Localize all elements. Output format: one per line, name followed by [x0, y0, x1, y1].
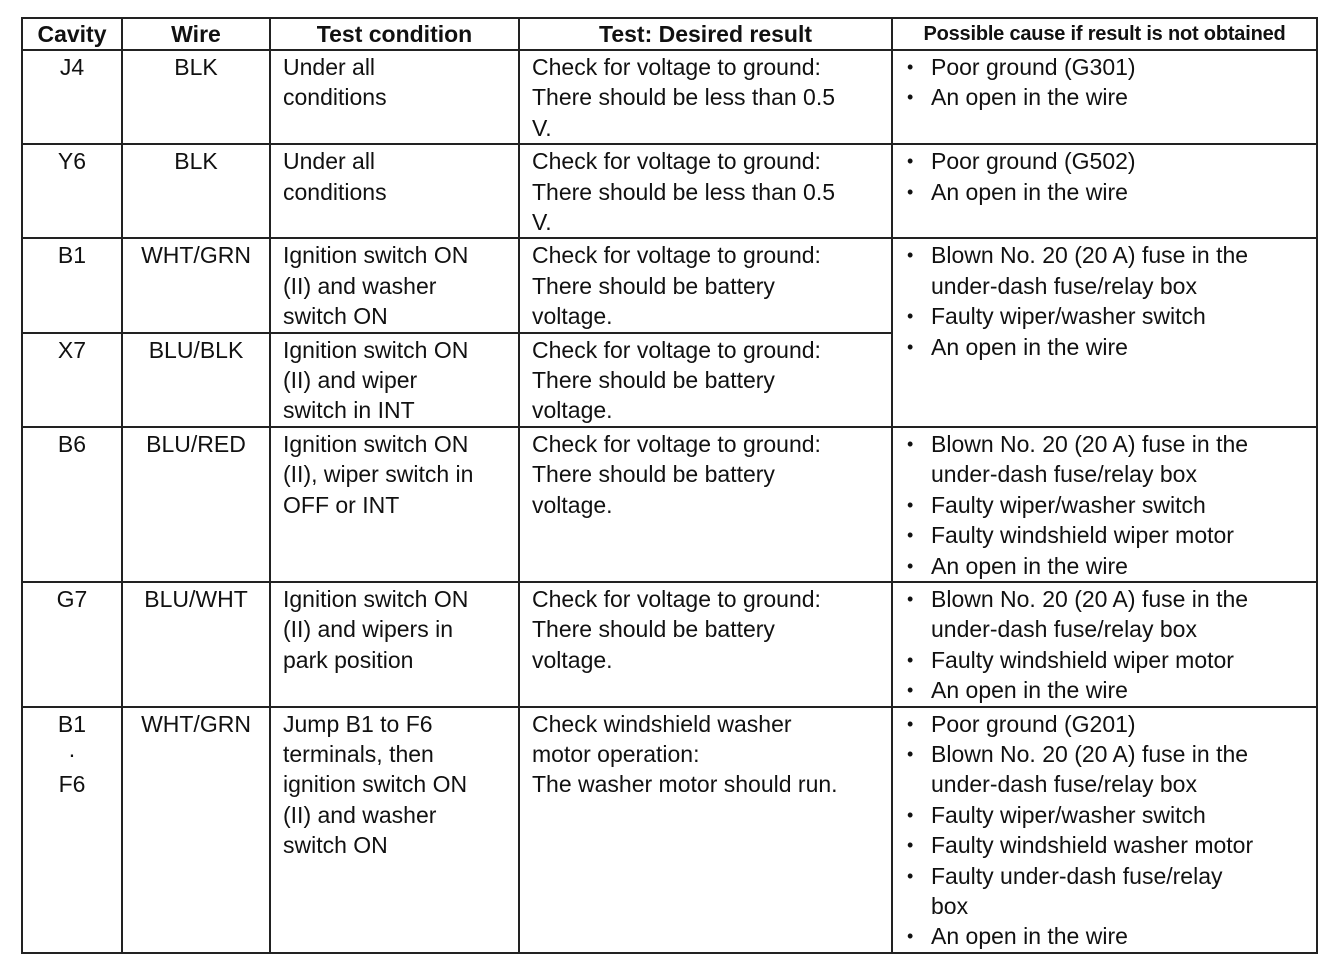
cause-item: [907, 490, 1312, 520]
cause-line: An open in the wire: [931, 552, 1128, 579]
condition-line: (II), wiper switch in: [283, 461, 474, 488]
header-test-condition: Test condition: [270, 18, 519, 50]
result-line: The washer motor should run.: [532, 771, 838, 798]
table-row: [22, 707, 1317, 953]
result-line: Check for voltage to ground:: [532, 54, 821, 80]
cause-line: Blown No. 20 (20 A) fuse in the: [931, 430, 1249, 457]
result-line: voltage.: [532, 491, 613, 518]
condition-line: (II) and wipers in: [283, 616, 454, 643]
test-table: [21, 17, 1318, 954]
cause-item: [907, 551, 1312, 581]
cause-line: Faulty windshield washer motor: [931, 832, 1254, 859]
condition-line: OFF or INT: [283, 491, 400, 518]
cause-line: under-dash fuse/relay box: [931, 272, 1197, 299]
result-line: There should be less than 0.5: [532, 178, 836, 205]
result-cell: [519, 707, 892, 953]
cavity-cell: [22, 707, 122, 953]
result-cell: [519, 427, 892, 582]
bullet-icon: •: [907, 181, 914, 202]
table-row: [22, 238, 1317, 332]
cavity-cell: [22, 333, 122, 427]
cause-cell: [892, 50, 1317, 144]
bullet-icon: •: [907, 494, 914, 515]
cause-list: [893, 709, 1316, 952]
cause-item: [907, 177, 1312, 207]
bullet-icon: •: [907, 555, 914, 576]
cause-line: box: [931, 892, 969, 919]
bullet-icon: •: [907, 151, 914, 172]
condition-cell: [270, 238, 519, 332]
condition-cell: [270, 427, 519, 582]
cause-cell: [892, 427, 1317, 582]
condition-line: Ignition switch ON: [283, 585, 469, 612]
cavity-value: X7: [57, 336, 87, 363]
condition-line: Jump B1 to F6: [283, 710, 433, 737]
cause-item: [907, 800, 1312, 830]
cause-cell: [892, 238, 1317, 426]
table-row: [22, 50, 1317, 144]
cause-item: [907, 240, 1312, 301]
wire-cell: [122, 707, 270, 953]
result-line: Check windshield washer: [532, 710, 792, 737]
result-line: Check for voltage to ground:: [532, 148, 821, 175]
bullet-icon: •: [907, 57, 914, 77]
cause-line: Blown No. 20 (20 A) fuse in the: [931, 585, 1249, 612]
wire-value: BLK: [174, 148, 218, 175]
cavity-value: G7: [56, 585, 88, 612]
condition-line: park position: [283, 646, 414, 673]
cavity-cell: [22, 144, 122, 238]
wire-cell: [122, 582, 270, 707]
cavity-cell: [22, 50, 122, 144]
cause-item: [907, 921, 1312, 951]
wire-value: WHT/GRN: [141, 710, 251, 737]
result-line: There should be battery: [532, 272, 775, 299]
wire-value: WHT/GRN: [141, 242, 251, 269]
result-line: There should be battery: [532, 461, 775, 488]
bullet-icon: •: [907, 306, 914, 327]
result-line: Check for voltage to ground:: [532, 430, 821, 457]
cause-item: [907, 739, 1312, 800]
cause-list: [893, 584, 1316, 706]
wire-value: BLU/WHT: [144, 585, 248, 612]
condition-line: (II) and washer: [283, 801, 437, 828]
condition-cell: [270, 582, 519, 707]
table-row: [22, 582, 1317, 707]
bullet-icon: •: [907, 649, 914, 670]
bullet-icon: •: [907, 713, 914, 734]
bullet-icon: •: [907, 588, 914, 609]
wire-cell: [122, 144, 270, 238]
cause-list: [893, 146, 1316, 207]
wire-value: BLU/BLK: [148, 336, 244, 363]
cause-item: [907, 332, 1312, 362]
header-possible-cause: Possible cause if result is not obtained: [892, 18, 1317, 50]
condition-line: switch ON: [283, 832, 388, 859]
cause-line: under-dash fuse/relay box: [931, 616, 1197, 643]
cause-line: Faulty windshield wiper motor: [931, 646, 1234, 673]
condition-cell: [270, 707, 519, 953]
condition-line: switch in INT: [283, 397, 415, 424]
cause-line: Faulty wiper/washer switch: [931, 801, 1206, 828]
cause-line: Blown No. 20 (20 A) fuse in the: [931, 242, 1249, 269]
cause-list: [893, 429, 1316, 581]
cause-cell: [892, 144, 1317, 238]
cause-line: under-dash fuse/relay box: [931, 771, 1197, 798]
condition-cell: [270, 50, 519, 144]
bullet-icon: •: [907, 926, 914, 947]
cause-item: [907, 675, 1312, 705]
cavity-value: F6: [58, 771, 86, 798]
cause-item: [907, 709, 1312, 739]
condition-line: ignition switch ON: [283, 771, 468, 798]
bullet-icon: •: [907, 245, 914, 266]
bullet-icon: •: [907, 743, 914, 764]
result-line: V.: [532, 209, 552, 236]
table-row: [22, 144, 1317, 238]
cavity-value: B6: [57, 430, 87, 457]
result-cell: [519, 333, 892, 427]
result-cell: [519, 50, 892, 144]
condition-line: Ignition switch ON: [283, 430, 469, 457]
cause-item: [907, 830, 1312, 860]
condition-line: Ignition switch ON: [283, 242, 469, 269]
cause-item: [907, 645, 1312, 675]
condition-cell: [270, 144, 519, 238]
cause-item: [907, 520, 1312, 550]
cavity-cell: [22, 238, 122, 332]
cavity-value: B1: [57, 710, 87, 737]
bullet-icon: •: [907, 680, 914, 701]
wire-cell: [122, 238, 270, 332]
result-line: V.: [532, 114, 552, 141]
bullet-icon: •: [907, 804, 914, 825]
result-line: There should be battery: [532, 367, 775, 394]
result-line: There should be battery: [532, 616, 775, 643]
bullet-icon: •: [907, 835, 914, 856]
cause-line: An open in the wire: [931, 923, 1128, 950]
cause-item: [907, 52, 1312, 82]
cause-line: An open in the wire: [931, 178, 1128, 205]
cavity-separator: ·: [68, 740, 76, 767]
cavity-cell: [22, 427, 122, 582]
cause-cell: [892, 582, 1317, 707]
wire-cell: [122, 50, 270, 144]
bullet-icon: •: [907, 336, 914, 357]
cause-line: Faulty windshield wiper motor: [931, 522, 1234, 549]
result-cell: [519, 582, 892, 707]
result-line: voltage.: [532, 303, 613, 330]
cause-cell: [892, 707, 1317, 953]
cavity-value: Y6: [57, 148, 87, 175]
header-wire: Wire: [122, 18, 270, 50]
cause-line: Faulty under-dash fuse/relay: [931, 862, 1223, 889]
result-cell: [519, 144, 892, 238]
cause-line: Faulty wiper/washer switch: [931, 491, 1206, 518]
cause-line: Blown No. 20 (20 A) fuse in the: [931, 740, 1249, 767]
header-row: [22, 18, 1317, 50]
cause-line: An open in the wire: [931, 333, 1128, 360]
cause-item: [907, 146, 1312, 176]
cause-item: [907, 82, 1312, 112]
cause-line: under-dash fuse/relay box: [931, 461, 1197, 488]
cause-list: [893, 52, 1316, 113]
result-cell: [519, 238, 892, 332]
cause-line: Poor ground (G301): [931, 54, 1136, 80]
cause-item: [907, 584, 1312, 645]
bullet-icon: •: [907, 87, 914, 108]
condition-line: (II) and washer: [283, 272, 437, 299]
result-line: motor operation:: [532, 740, 700, 767]
result-line: Check for voltage to ground:: [532, 242, 821, 269]
condition-line: Under all: [283, 148, 376, 175]
cause-line: Poor ground (G201): [931, 710, 1136, 737]
condition-line: conditions: [283, 84, 387, 111]
wire-value: BLK: [174, 54, 218, 80]
cause-line: Faulty wiper/washer switch: [931, 303, 1206, 330]
cavity-value: B1: [57, 242, 87, 269]
header-desired-result: Test: Desired result: [519, 18, 892, 50]
wire-cell: [122, 427, 270, 582]
bullet-icon: •: [907, 525, 914, 546]
result-line: voltage.: [532, 646, 613, 673]
cause-line: An open in the wire: [931, 677, 1128, 704]
result-line: There should be less than 0.5: [532, 84, 836, 111]
condition-cell: [270, 333, 519, 427]
header-cavity: Cavity: [22, 18, 122, 50]
bullet-icon: •: [907, 433, 914, 454]
cause-list: [893, 240, 1316, 362]
cause-item: [907, 861, 1312, 922]
condition-line: switch ON: [283, 303, 388, 330]
result-line: Check for voltage to ground:: [532, 585, 821, 612]
condition-line: (II) and wiper: [283, 367, 418, 394]
wire-value: BLU/RED: [146, 430, 246, 457]
result-line: Check for voltage to ground:: [532, 336, 821, 363]
cause-item: [907, 429, 1312, 490]
condition-line: Under all: [283, 54, 376, 80]
cause-line: Poor ground (G502): [931, 148, 1136, 175]
cause-line: An open in the wire: [931, 84, 1128, 111]
condition-line: Ignition switch ON: [283, 336, 469, 363]
bullet-icon: •: [907, 865, 914, 886]
cavity-value: J4: [59, 54, 85, 80]
cavity-cell: [22, 582, 122, 707]
table-row: [22, 427, 1317, 582]
condition-line: conditions: [283, 178, 387, 205]
condition-line: terminals, then: [283, 740, 434, 767]
result-line: voltage.: [532, 397, 613, 424]
cause-item: [907, 301, 1312, 331]
wire-cell: [122, 333, 270, 427]
